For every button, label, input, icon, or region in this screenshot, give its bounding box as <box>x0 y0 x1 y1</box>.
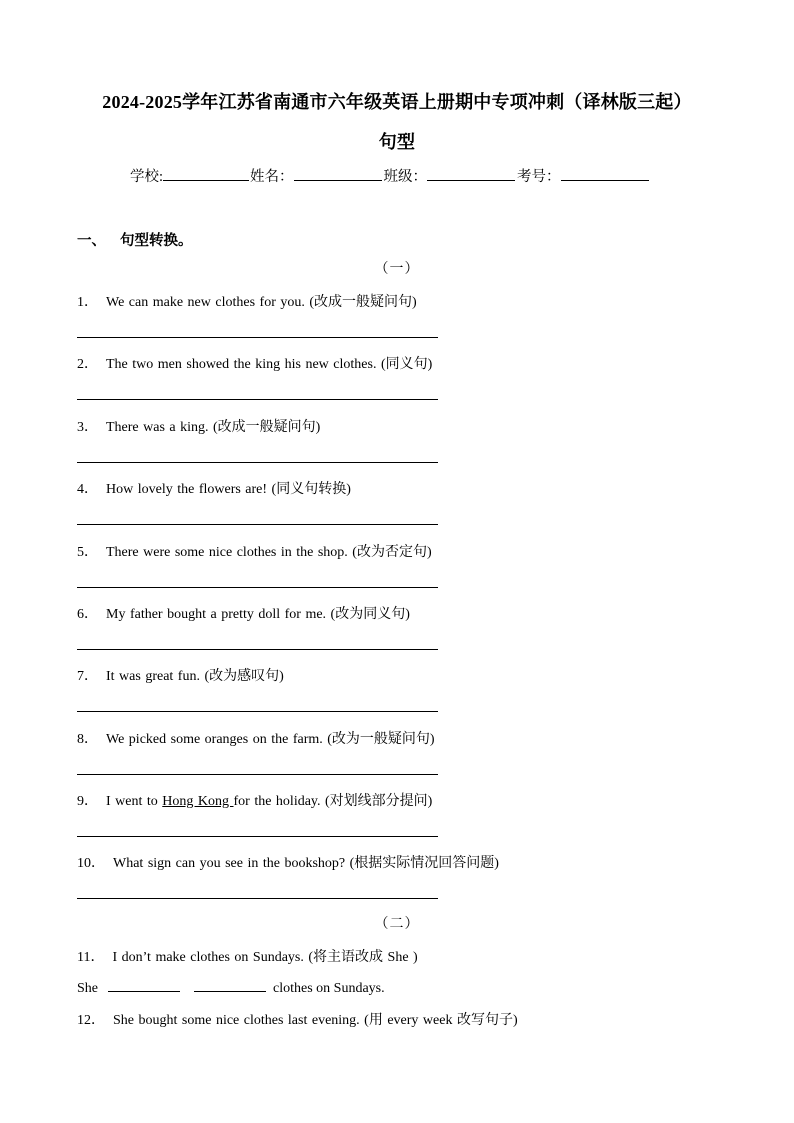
question-item <box>77 946 418 966</box>
question-number: 4． <box>77 482 98 497</box>
question-item <box>77 665 284 685</box>
question-item <box>77 541 432 561</box>
school-label: 学校: <box>130 169 164 185</box>
question-number: 12． <box>77 1013 105 1028</box>
question-number: 3． <box>77 420 98 435</box>
section-heading <box>77 229 193 250</box>
question-text-start: I went to <box>106 794 163 809</box>
question-number: 11． <box>77 950 105 965</box>
answer-line[interactable] <box>77 462 438 463</box>
question-number: 6． <box>77 607 98 622</box>
fill-in-blank[interactable] <box>108 977 180 992</box>
answer-line[interactable] <box>77 649 438 650</box>
fill-in-start: She <box>77 981 98 996</box>
school-field[interactable] <box>163 164 249 181</box>
question-text: There were some nice clothes in the shop. (改为否定句) <box>106 545 432 560</box>
question-number: 2． <box>77 357 98 372</box>
answer-line[interactable] <box>77 898 438 899</box>
question-item <box>77 416 320 436</box>
question-text: It was great fun. (改为感叹句) <box>106 669 284 684</box>
question-text: She bought some nice clothes last evening. (用 every week 改写句子) <box>113 1013 518 1028</box>
question-text: The two men showed the king his new clothes. (同义句) <box>106 357 433 372</box>
section-label: 句型转换。 <box>120 233 193 249</box>
name-field[interactable] <box>294 164 382 181</box>
answer-line[interactable] <box>77 399 438 400</box>
question-text: How lovely the flowers are! (同义句转换) <box>106 482 351 497</box>
answer-line[interactable] <box>77 587 438 588</box>
question-text: What sign can you see in the bookshop? (根据实际情况回答问题) <box>113 856 499 871</box>
question-text: We can make new clothes for you. (改成一般疑问句) <box>106 295 417 310</box>
question-number: 10． <box>77 856 105 871</box>
page-title: 2024-2025学年江苏省南通市六年级英语上册期中专项冲刺（译林版三起） <box>102 92 692 112</box>
class-field[interactable] <box>427 164 515 181</box>
answer-line[interactable] <box>77 836 438 837</box>
answer-line[interactable] <box>77 711 438 712</box>
question-number: 5． <box>77 545 98 560</box>
underlined-phrase: Hong Kong <box>162 794 234 809</box>
name-label: 姓名： <box>250 169 294 185</box>
section-number: 一、 <box>77 233 106 249</box>
fill-in-blank[interactable] <box>194 977 266 992</box>
student-info-row <box>130 164 651 186</box>
question-text: There was a king. (改成一般疑问句) <box>106 420 321 435</box>
question-number: 8． <box>77 732 98 747</box>
question-text: My father bought a pretty doll for me. (改为同义句) <box>106 607 410 622</box>
question-item <box>77 1009 518 1029</box>
question-item <box>77 291 417 311</box>
class-label: 班级： <box>383 169 428 185</box>
question-number: 1． <box>77 295 98 310</box>
exam-number-label: 考号： <box>517 169 561 185</box>
question-number: 7． <box>77 669 98 684</box>
fill-in-row <box>77 977 385 997</box>
question-item <box>77 603 410 623</box>
question-item <box>77 790 432 810</box>
part-two-heading: （二） <box>374 917 420 932</box>
question-item <box>77 728 435 748</box>
question-number: 9． <box>77 794 98 809</box>
question-text-end: for the holiday. (对划线部分提问) <box>233 794 433 809</box>
part-one-heading: （一） <box>374 262 420 277</box>
question-text: I don’t make clothes on Sundays. (将主语改成 She ) <box>112 950 418 965</box>
question-item <box>77 478 351 498</box>
fill-in-end: clothes on Sundays. <box>273 981 385 996</box>
answer-line[interactable] <box>77 337 438 338</box>
page-subtitle: 句型 <box>378 132 416 152</box>
question-text: We picked some oranges on the farm. (改为一般疑问句) <box>106 732 435 747</box>
question-item <box>77 353 432 373</box>
answer-line[interactable] <box>77 524 438 525</box>
answer-line[interactable] <box>77 774 438 775</box>
exam-number-field[interactable] <box>561 164 649 181</box>
question-item <box>77 852 499 872</box>
